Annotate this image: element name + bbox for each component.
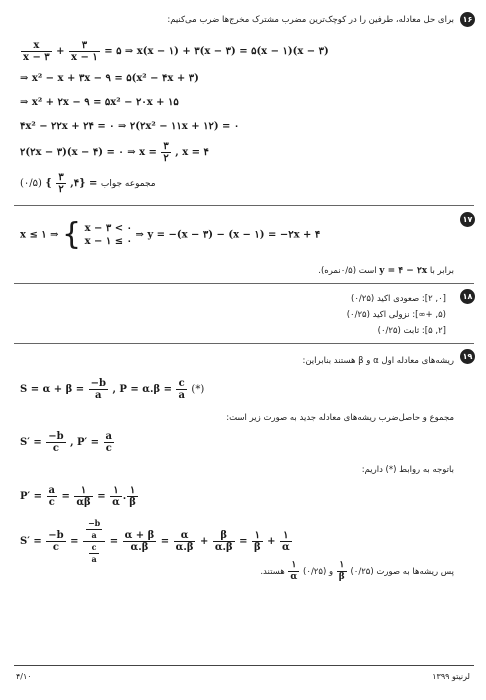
q19-eq-2: S′ = $\frac{-b}{c}$ , P′ = $\frac{a}{c}$ [20, 431, 113, 454]
fraction: $\frac{\alpha}{\alpha.\beta}$ [175, 530, 194, 553]
compound-fraction: $\frac{\frac{-b}{a}}{\frac{c}{a}}$ [83, 518, 105, 565]
q19-text-3: باتوجه به روابط (*) داریم: [361, 465, 454, 475]
fraction: $\frac{a}{c}$ [105, 431, 113, 454]
q19-intro: ریشه‌های معادله اول α و β هستند بنابراین: [302, 356, 454, 366]
fraction: $\frac{۳}{۲}$ [58, 172, 64, 195]
brace-icon: { [62, 217, 82, 252]
q16-line-1: $\frac{x}{x - ۳}$ + $\frac{۳}{x - ۱}$ = ۵ ⇒ x(x − ۱) + ۳(x − ۳) = ۵(x − ۱)(x − ۳) [23, 40, 329, 63]
divider [14, 205, 474, 206]
fraction: $\frac{\alpha + \beta}{\alpha.\beta}$ [124, 530, 155, 553]
fraction: $\frac{-b}{a}$ [90, 378, 106, 401]
fraction: $\frac{۱}{\alpha\beta}$ [76, 485, 91, 508]
footer-brand: لرنیتو ۱۳۹۹ [432, 672, 470, 681]
question-number-19: ۱۹ [460, 349, 475, 364]
fraction: $\frac{۱}{\beta}$ [338, 560, 345, 582]
q16-answer: مجموعه جواب = {۴, $\frac{۳}{۲}$ } (۰/۵) [20, 172, 156, 195]
question-number-16: ۱۶ [460, 12, 475, 27]
fraction: $\frac{\beta}{\alpha.\beta}$ [214, 530, 233, 553]
question-number-17: ۱۷ [460, 212, 475, 227]
q18-item-2: (۵, +∞]: نزولی اکید (۰/۲۵) [346, 310, 446, 320]
fraction: $\frac{۱}{\alpha}$ [112, 485, 120, 508]
q16-line-5: ۲(۲x − ۳)(x − ۴) = ۰ ⇒ x = $\frac{۳}{۲}$ , x = ۴ [20, 141, 209, 164]
divider [14, 343, 474, 344]
q16-line-2: ⇒ x² − x + ۳x − ۹ = ۵(x² − ۴x + ۳) [20, 73, 199, 84]
q19-text-2: مجموع و حاصل‌ضرب ریشه‌های معادله جدید به صورت زیر است: [226, 413, 454, 423]
q18-item-1: [۰, ۲]: صعودی اکید (۰/۲۵) [351, 294, 446, 304]
fraction: $\frac{-b}{c}$ [48, 530, 64, 553]
q16-line-3: ⇒ x² + ۲x − ۹ = ۵x² − ۲۰x + ۱۵ [20, 97, 179, 108]
page-number: ۴/۱۰ [16, 672, 32, 681]
fraction: $\frac{۱}{\beta}$ [254, 530, 261, 553]
q19-eq-3: P′ = $\frac{a}{c}$ = $\frac{۱}{\alpha\beta}$ = $\frac{۱}{\alpha}$ . $\frac{۱}{\beta}$ [20, 485, 136, 508]
q16-intro: برای حل معادله، طرفین را در کوچک‌ترین مضرب مشترک مخرج‌ها ضرب می‌کنیم: [167, 15, 454, 25]
q19-final: پس ریشه‌ها به صورت (۰/۲۵) $\frac{۱}{\beta}$ و (۰/۲۵) $\frac{۱}{\alpha}$ هستند. [260, 560, 454, 582]
q18-item-3: [۲, ۵]: ثابت (۰/۲۵) [377, 326, 446, 336]
fraction: $\frac{c}{a}$ [178, 378, 185, 401]
q17-conclusion: برابر با y = ۴ − ۲x است (۰/۵نمره). [318, 266, 454, 276]
q19-eq-4: S′ = $\frac{-b}{c}$ = $\frac{\frac{-b}{a}}{\frac{c}{a}}$ = $\frac{\alpha + \beta}{\alpha.\beta}$ = $\frac{\alpha}{\alpha.\beta}$ + $\frac{\beta}{\alpha.\beta}$ = $\frac{۱}{\beta}$ + $\frac{۱}{\alpha}$ [20, 518, 290, 564]
q16-line-4: ۴x² − ۲۲x + ۲۴ = ۰ ⇒ ۲(۲x² − ۱۱x + ۱۲) = ۰ [20, 121, 240, 132]
fraction: $\frac{۳}{۲}$ [163, 141, 169, 164]
divider [14, 283, 474, 284]
fraction: $\frac{-b}{c}$ [48, 431, 64, 454]
q19-eq-1: S = α + β = $\frac{-b}{a}$ , P = α.β = $\frac{c}{a}$ (*) [20, 378, 205, 401]
fraction: $\frac{۱}{\beta}$ [129, 485, 136, 508]
fraction: $\frac{۳}{x - ۱}$ [71, 40, 98, 63]
footer-divider [14, 665, 474, 666]
fraction: $\frac{۱}{\alpha}$ [290, 560, 298, 582]
fraction: $\frac{x}{x - ۳}$ [23, 40, 50, 63]
question-number-18: ۱۸ [460, 289, 475, 304]
fraction: $\frac{a}{c}$ [48, 485, 55, 508]
q17-system: x ≤ ۱ ⇒ { x − ۳ < ۰ x − ۱ ≤ ۰ ⇒ y = −(x − ۳) − (x − ۱) = −۲x + ۴ [20, 217, 321, 252]
fraction: $\frac{۱}{\alpha}$ [282, 530, 290, 553]
